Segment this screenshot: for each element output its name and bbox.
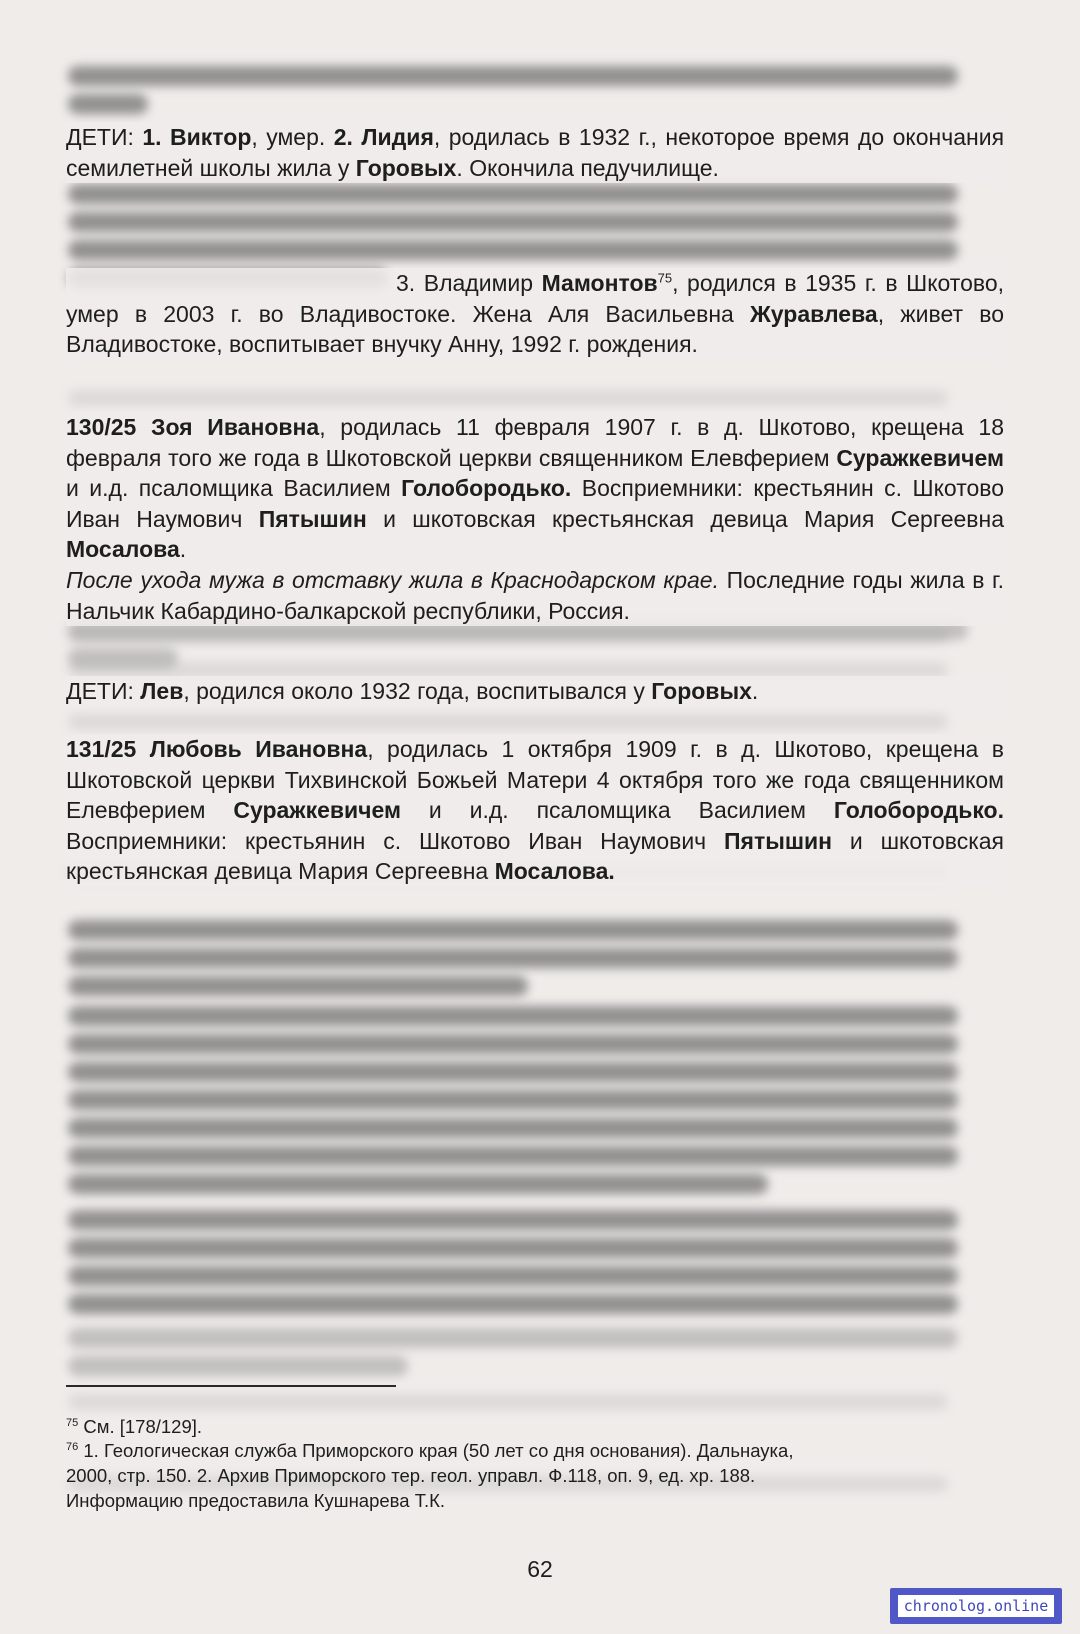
given-name: Владимир — [423, 270, 534, 296]
godparent-name: Пятышин — [724, 827, 833, 854]
footnote-text: 1. Геологическая служба Приморского края (50 лет со дня основания). Дальнаука, — [83, 1440, 794, 1461]
entry-text: , родилась 11 февраля 1907 г. в д. Шкотово, крещена 18 февраля того же года в Шкотовской церкви священником Елевферием — [66, 414, 1004, 471]
italic-note: После ухода мужа в отставку жила в Краснодарском крае. — [66, 566, 719, 593]
entry-130 — [66, 412, 1004, 626]
bio-text: , живет во Владивостоке, воспитывает внучку Анну, 1992 г. рождения. — [66, 300, 1004, 358]
children-label: ДЕТИ: — [66, 124, 134, 150]
godparent-name: Пятышин — [258, 505, 367, 532]
child-name: Виктор — [170, 124, 252, 150]
watermark-text[interactable]: chronolog.online — [898, 1595, 1055, 1617]
entry-131 — [66, 734, 1004, 887]
child-number: 3. — [396, 270, 416, 296]
psalmist-name: Голобородько. — [401, 475, 572, 502]
child-text: , умер. — [251, 124, 326, 150]
footnote-text: 2000, стр. 150. 2. Архив Приморского тер. геол. управл. Ф.118, оп. 9, ед. хр. 188. — [66, 1465, 756, 1486]
family-name: Горовых — [651, 678, 752, 704]
footnote-divider — [66, 1385, 396, 1387]
child-text: . Окончила педучилище. — [456, 154, 719, 181]
child-number: 2. — [333, 124, 353, 150]
godparent-name: Мосалова — [66, 536, 180, 563]
wife-surname: Журавлева — [750, 300, 878, 327]
entry-text: Последние годы жила в г. Нальчик Кабардино-балкарской республики, Россия. — [66, 566, 1005, 624]
child-text: , родилась в 1932 г., некоторое время до окончания семилетней школы жила у — [66, 124, 1005, 181]
child-name: Лидия — [361, 124, 434, 150]
footnote-text: Информацию предоставила Кушнарева Т.К. — [66, 1490, 446, 1511]
godparent-name: Мосалова. — [494, 858, 615, 885]
children-paragraph-2 — [66, 676, 1004, 707]
entry-text: . — [179, 536, 187, 563]
watermark-badge[interactable] — [890, 1588, 1062, 1624]
priest-name: Суражкевичем — [233, 797, 402, 824]
footnote-76 — [66, 1438, 1006, 1513]
child-text: . — [751, 678, 759, 704]
child-text: , родился около 1932 года, воспитывался у — [183, 678, 645, 704]
child-number: 1. — [142, 124, 162, 150]
entry-text: Восприемники: крестьянин с. Шкотово Иван Наумович — [66, 827, 707, 854]
children-paragraph-1 — [66, 122, 1004, 183]
children-label: ДЕТИ: — [66, 678, 134, 704]
entry-text: и шкотовская крестьянская девица Мария Сергеевна — [66, 827, 1005, 885]
family-name: Горовых — [355, 154, 457, 181]
entry-text: и и.д. псаломщика Василием — [428, 797, 806, 824]
entry-text: Восприемники: крестьянин с. Шкотово Иван Наумович — [66, 475, 1005, 532]
psalmist-name: Голобородько. — [833, 797, 1004, 824]
entry-header: 131/25 Любовь Ивановна — [66, 736, 368, 762]
surname: Мамонтов — [541, 270, 658, 296]
footnote-75 — [66, 1414, 1006, 1439]
entry-text: и и.д. псаломщика Василием — [66, 475, 391, 502]
footnote-number: 76 — [66, 1440, 79, 1453]
footnote-ref-75: 75 — [657, 270, 673, 286]
vladimir-paragraph — [66, 268, 1004, 360]
entry-text: и шкотовская крестьянская девица Мария Сергеевна — [383, 505, 1005, 532]
bio-text: , родился в 1935 г. в Шкотово, умер в 2003 г. во Владивостоке. Жена Аля Васильевна — [66, 270, 1005, 327]
entry-header: 130/25 Зоя Ивановна — [66, 414, 320, 440]
footnote-number: 75 — [66, 1416, 79, 1429]
footnote-text: См. [178/129]. — [83, 1416, 203, 1437]
priest-name: Суражкевичем — [836, 444, 1004, 471]
entry-text: , родилась 1 октября 1909 г. в д. Шкотово, крещена в Шкотовской церкви Тихвинской Божьей Матери 4 октября того же года священником Елевферием — [66, 736, 1005, 824]
page-number: 62 — [527, 1556, 553, 1582]
child-name: Лев — [140, 678, 184, 704]
